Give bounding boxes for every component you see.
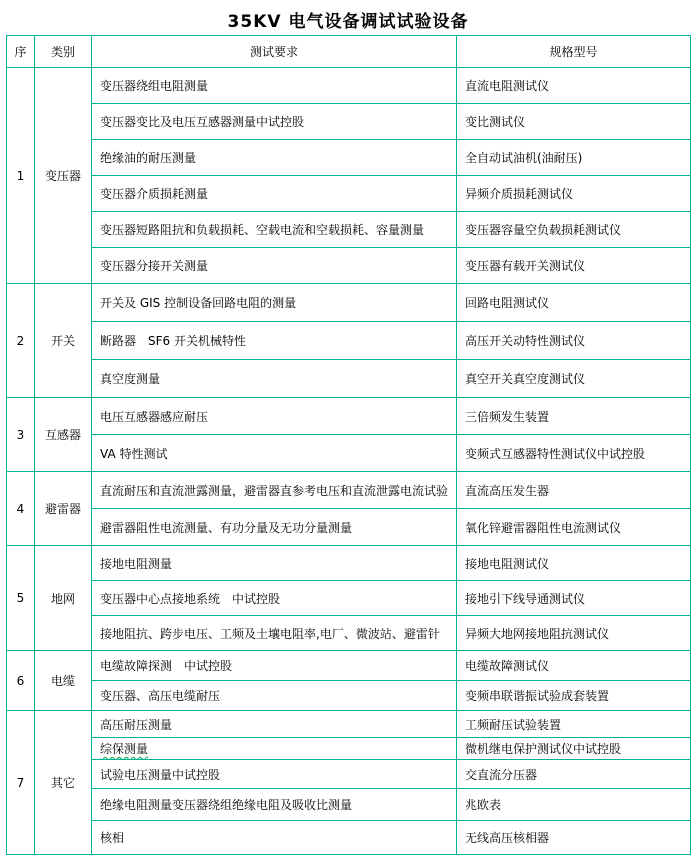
cell-spec-model: 异频介质损耗测试仪 (457, 176, 691, 212)
header-no: 序 (7, 36, 35, 68)
cell-spec-model: 变压器容量空负载损耗测试仪 (457, 212, 691, 248)
cell-test-requirement (92, 140, 457, 176)
cell-test-requirement (92, 360, 457, 398)
cell-spec-model: 交直流分压器 (457, 760, 691, 789)
table-header-row (7, 36, 691, 68)
table-row (7, 509, 691, 546)
test-requirement-text: 变压器短路阻抗和负载损耗、空载电流和空载损耗、容量测量 (100, 223, 425, 237)
cell-spec-model: 变压器有载开关测试仪 (457, 248, 691, 284)
test-requirement-text: 避雷器阻性电流测量、有功分量及无功分量测量 (100, 520, 353, 535)
cell-test-requirement (92, 398, 457, 435)
cell-spec-model: 直流电阻测试仪 (457, 68, 691, 104)
table-row (7, 738, 691, 760)
cell-spec-model: 三倍频发生装置 (457, 398, 691, 435)
cell-spec-model: 变比测试仪 (457, 104, 691, 140)
header-spec: 规格型号 (457, 36, 691, 68)
header-category: 类别 (35, 36, 92, 68)
section-category: 电缆 (35, 651, 92, 711)
cell-spec-model: 全自动试油机(油耐压) (457, 140, 691, 176)
cell-test-requirement (92, 104, 457, 140)
cell-spec-model: 氧化锌避雷器阻性电流测试仪 (457, 509, 691, 546)
section-number: 2 (7, 284, 35, 398)
cell-spec-model: 直流高压发生器 (457, 472, 691, 509)
test-requirement-text: 真空度测量 (100, 372, 161, 386)
section-category: 变压器 (35, 68, 92, 284)
cell-test-requirement (92, 546, 457, 581)
test-requirement-text: 综保测量 (100, 742, 149, 756)
cell-test-requirement (92, 322, 457, 360)
table-row (7, 760, 691, 789)
test-requirement-text: 高压耐压测量 (100, 717, 173, 732)
section-category: 地网 (35, 546, 92, 651)
table-row (7, 711, 691, 738)
cell-spec-model: 工频耐压试验装置 (457, 711, 691, 738)
cell-test-requirement (92, 176, 457, 212)
table-row (7, 248, 691, 284)
cell-test-requirement (92, 616, 457, 651)
table-row (7, 581, 691, 616)
test-requirement-text: 直流耐压和直流泄露测量，避雷器直参考电压和直流泄露电流试验 (100, 483, 449, 498)
test-requirement-text: 变压器绕组电阻测量 (100, 79, 209, 93)
cell-spec-model: 回路电阻测试仪 (457, 284, 691, 322)
table-row (7, 435, 691, 472)
test-requirement-text: 开关及 GIS 控制设备回路电阻的测量 (100, 296, 297, 310)
test-requirement-text: 变压器、高压电缆耐压 (100, 689, 221, 703)
section-number: 5 (7, 546, 35, 651)
equipment-table (6, 35, 691, 855)
test-requirement-text: 试验电压测量中试控股 (100, 767, 221, 782)
section-number: 7 (7, 711, 35, 855)
table-row (7, 616, 691, 651)
table-row (7, 68, 691, 104)
cell-test-requirement (92, 581, 457, 616)
table-row (7, 546, 691, 581)
section-number: 4 (7, 472, 35, 546)
cell-spec-model: 接地电阻测试仪 (457, 546, 691, 581)
test-requirement-text: 绝缘电阻测量变压器绕组绝缘电阻及吸收比测量 (100, 798, 353, 812)
section-category: 开关 (35, 284, 92, 398)
section-category: 其它 (35, 711, 92, 855)
table-row (7, 472, 691, 509)
section-category: 避雷器 (35, 472, 92, 546)
table-row (7, 284, 691, 322)
table-row (7, 789, 691, 821)
table-row (7, 398, 691, 435)
cell-spec-model: 电缆故障测试仪 (457, 651, 691, 681)
cell-spec-model: 无线高压核相器 (457, 821, 691, 855)
cell-spec-model: 兆欧表 (457, 789, 691, 821)
cell-test-requirement (92, 472, 457, 509)
cell-test-requirement (92, 509, 457, 546)
test-requirement-text: 电压互感器感应耐压 (100, 409, 209, 424)
cell-test-requirement (92, 789, 457, 821)
section-number: 1 (7, 68, 35, 284)
table-row (7, 651, 691, 681)
cell-test-requirement (92, 435, 457, 472)
table-row (7, 212, 691, 248)
table-row (7, 140, 691, 176)
cell-test-requirement (92, 760, 457, 789)
cell-spec-model: 异频大地网接地阻抗测试仪 (457, 616, 691, 651)
test-requirement-text: 断路器 SF6 开关机械特性 (100, 334, 246, 348)
test-requirement-text: 绝缘油的耐压测量 (100, 151, 197, 165)
cell-spec-model: 接地引下线导通测试仪 (457, 581, 691, 616)
table-row (7, 681, 691, 711)
cell-spec-model: 微机继电保护测试仪中试控股 (457, 738, 691, 760)
cell-test-requirement (92, 711, 457, 738)
table-row (7, 176, 691, 212)
cell-spec-model: 变频式互感器特性测试仪中试控股 (457, 435, 691, 472)
cell-test-requirement (92, 212, 457, 248)
cell-test-requirement (92, 248, 457, 284)
table-row (7, 322, 691, 360)
test-requirement-text: 接地阻抗、跨步电压、工频及土壤电阻率,电厂、微波站、避雷针 (100, 626, 440, 641)
section-number: 6 (7, 651, 35, 711)
table-row (7, 821, 691, 855)
cell-test-requirement (92, 681, 457, 711)
section-category: 互感器 (35, 398, 92, 472)
cell-spec-model: 高压开关动特性测试仪 (457, 322, 691, 360)
cell-test-requirement (92, 68, 457, 104)
test-requirement-text: 变压器变比及电压互感器测量中试控股 (100, 115, 305, 129)
test-requirement-text: 变压器中心点接地系统 中试控股 (100, 591, 281, 606)
section-number: 3 (7, 398, 35, 472)
cell-test-requirement (92, 651, 457, 681)
test-requirement-text: VA 特性测试 (100, 446, 168, 461)
cell-spec-model: 变频串联谐振试验成套装置 (457, 681, 691, 711)
page-title: 35KV 电气设备调试试验设备 (227, 12, 469, 32)
table-row (7, 360, 691, 398)
test-requirement-text: 核相 (100, 831, 125, 845)
test-requirement-text: 变压器介质损耗测量 (100, 187, 209, 201)
test-requirement-text: 接地电阻测量 (100, 556, 173, 571)
test-requirement-text: 电缆故障探测 中试控股 (100, 659, 233, 673)
test-requirement-text: 变压器分接开关测量 (100, 259, 209, 273)
table-row (7, 104, 691, 140)
header-requirement: 测试要求 (92, 36, 457, 68)
cell-test-requirement (92, 738, 457, 760)
cell-test-requirement (92, 284, 457, 322)
cell-spec-model: 真空开关真空度测试仪 (457, 360, 691, 398)
cell-test-requirement (92, 821, 457, 855)
